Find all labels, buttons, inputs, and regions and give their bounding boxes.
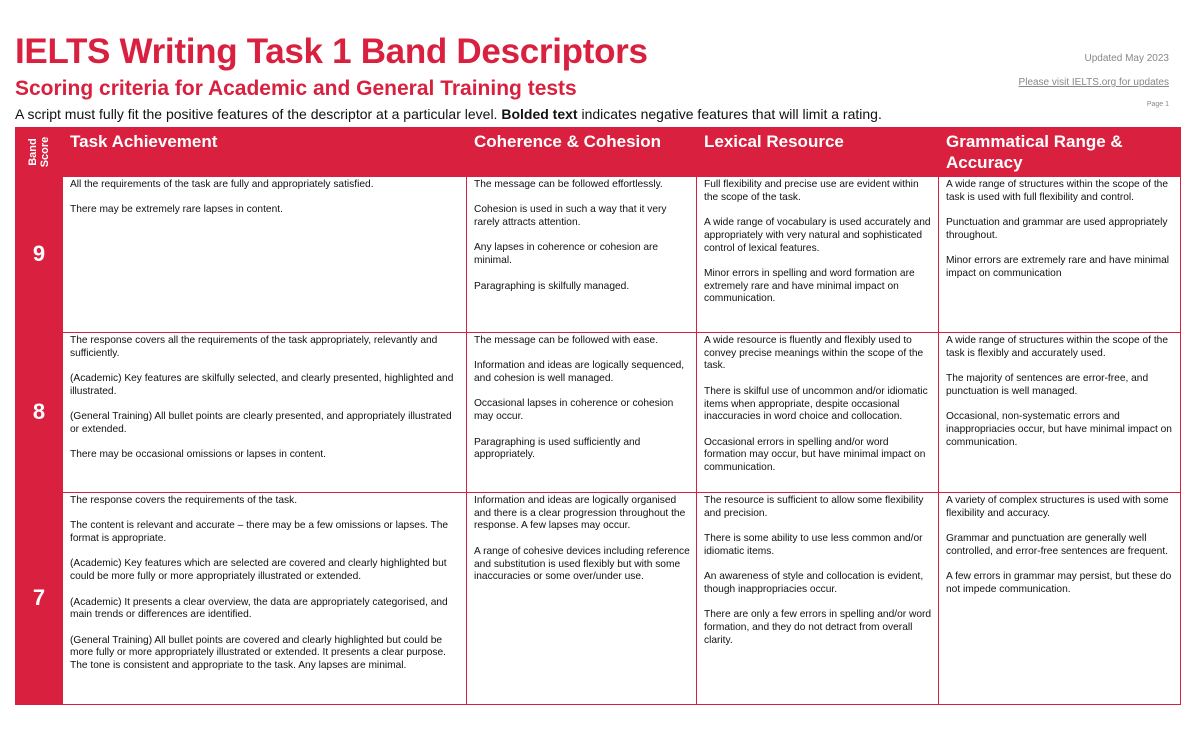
cell-lr-8 <box>697 333 939 493</box>
descriptor: Grammar and punctuation are generally well controlled, and error-free sentences are frequent. <box>946 533 1168 557</box>
descriptor: There are only a few errors in spelling and/or word formation, and they do not detract from overall clarity. <box>704 609 932 646</box>
band-row-9 <box>16 177 1181 333</box>
descriptor: Information and ideas are logically organised and there is a clear progression throughout the response. A few lapses may occur. <box>474 495 686 532</box>
header-coherence-cohesion: Coherence & Cohesion <box>467 128 697 177</box>
cell-ta-9 <box>63 177 467 333</box>
intro-before: A script must fully fit the positive features of the descriptor at a particular level. <box>15 106 498 122</box>
descriptor: The message can be followed with ease. <box>474 335 659 346</box>
descriptor: (General Training) All bullet points are covered and clearly highlighted but could be more fully or more appropriately illustrated or extended. It presents a clear purpose. The tone is consistent and appropriate to the task. Any lapses are minimal. <box>70 634 446 672</box>
intro-bold: Bolded text <box>501 106 578 122</box>
descriptor: An awareness of style and collocation is evident, though inappropriacies occur. <box>704 571 924 595</box>
cell-gra-8 <box>939 333 1181 493</box>
descriptor: A wide range of structures within the scope of the task is used with full flexibility and control. <box>946 179 1168 203</box>
band-score-8: 8 <box>16 333 63 493</box>
descriptor: Full flexibility and precise use are evident within the scope of the task. <box>704 179 919 203</box>
intro-after: indicates negative features that will limit a rating. <box>581 106 882 122</box>
descriptor: The response covers the requirements of the task. <box>70 495 298 506</box>
cell-ta-7 <box>63 493 467 705</box>
descriptor: Paragraphing is skilfully managed. <box>474 280 630 292</box>
band-score-9: 9 <box>16 177 63 333</box>
cell-cc-9 <box>467 177 697 333</box>
cell-ta-8 <box>63 333 467 493</box>
header-lexical-resource: Lexical Resource <box>697 128 939 177</box>
descriptor: A range of cohesive devices including reference and substitution is used flexibly but with some inaccuracies or some over/under use. <box>474 545 690 583</box>
descriptor: Minor errors are extremely rare and have minimal impact on communication <box>946 255 1170 279</box>
updated-date: Updated May 2023 <box>1084 53 1169 64</box>
page-subtitle: Scoring criteria for Academic and General Training tests <box>15 77 577 100</box>
descriptor: Cohesion is used in such a way that it very rarely attracts attention. <box>474 204 667 229</box>
descriptor: The resource is sufficient to allow some flexibility and precision. <box>704 495 924 519</box>
cell-gra-7 <box>939 493 1181 705</box>
descriptor: A variety of complex structures is used with some flexibility and accuracy. <box>946 495 1169 519</box>
cell-gra-9 <box>939 177 1181 333</box>
descriptor: (Academic) Key features are skilfully selected, and clearly presented, highlighted and illustrated. <box>70 373 454 397</box>
descriptor: The majority of sentences are error-free, and punctuation is well managed. <box>946 373 1149 397</box>
descriptor: There is skilful use of uncommon and/or idiomatic items when appropriate, despite occasional inaccuracies in word choice and collocation. <box>704 385 928 423</box>
descriptor: All the requirements of the task are fully and appropriately satisfied. <box>70 179 374 190</box>
descriptor: Paragraphing is used sufficiently and appropriately. <box>474 436 641 461</box>
descriptor: A few errors in grammar may persist, but these do not impede communication. <box>946 571 1172 595</box>
descriptor: A wide range of vocabulary is used accurately and appropriately with very natural and sophisticated control of lexical features. <box>704 217 931 254</box>
descriptor: A wide range of structures within the scope of the task is flexibly and accurately used. <box>946 335 1168 359</box>
descriptor: Minor errors in spelling and word formation are extremely rare and have minimal impact on communication. <box>704 267 915 305</box>
header-task-achievement: Task Achievement <box>63 128 467 177</box>
cell-lr-7 <box>697 493 939 705</box>
header-grammatical-range: Grammatical Range & Accuracy <box>939 128 1181 177</box>
descriptor: Occasional, non-systematic errors and inappropriacies occur, but have minimal impact on communication. <box>946 411 1172 448</box>
visit-link[interactable]: Please visit IELTS.org for updates <box>1018 77 1169 88</box>
descriptor: The message can be followed effortlessly. <box>474 179 663 190</box>
intro-text <box>15 106 882 122</box>
descriptor: Information and ideas are logically sequenced, and cohesion is well managed. <box>474 360 685 385</box>
band-header-line2: Score <box>39 136 51 168</box>
descriptor: Punctuation and grammar are used appropriately throughout. <box>946 217 1168 241</box>
descriptor: Any lapses in coherence or cohesion are minimal. <box>474 242 659 267</box>
descriptor: There may be extremely rare lapses in content. <box>70 204 283 216</box>
descriptor: Occasional errors in spelling and/or word formation may occur, but have minimal impact on communication. <box>704 436 926 473</box>
cell-cc-7 <box>467 493 697 705</box>
band-score-7: 7 <box>16 493 63 705</box>
band-row-8 <box>16 333 1181 493</box>
descriptor: The response covers all the requirements of the task appropriately, relevantly and sufficiently. <box>70 335 438 359</box>
band-row-7 <box>16 493 1181 705</box>
cell-lr-9 <box>697 177 939 333</box>
descriptor: (Academic) It presents a clear overview, the data are appropriately categorised, and main trends or differences are identified. <box>70 596 448 621</box>
cell-cc-8 <box>467 333 697 493</box>
descriptor: There may be occasional omissions or lapses in content. <box>70 449 326 461</box>
descriptor: There is some ability to use less common and/or idiomatic items. <box>704 533 923 557</box>
descriptor-table <box>15 127 1181 705</box>
descriptor: Occasional lapses in coherence or cohesion may occur. <box>474 398 674 423</box>
band-header-line1: Band <box>27 138 39 166</box>
descriptor: (Academic) Key features which are selected are covered and clearly highlighted but could be more fully or more appropriately illustrated or extended. <box>70 558 447 583</box>
descriptor: The content is relevant and accurate – there may be a few omissions or lapses. The format is appropriate. <box>70 520 449 545</box>
band-score-header <box>16 128 63 177</box>
page-title: IELTS Writing Task 1 Band Descriptors <box>15 32 648 71</box>
page-number: Page 1 <box>1146 101 1169 108</box>
descriptor: (General Training) All bullet points are clearly presented, and appropriately illustrated or extended. <box>70 411 452 435</box>
descriptor: A wide resource is fluently and flexibly used to convey precise meanings within the scope of the task. <box>704 335 924 372</box>
